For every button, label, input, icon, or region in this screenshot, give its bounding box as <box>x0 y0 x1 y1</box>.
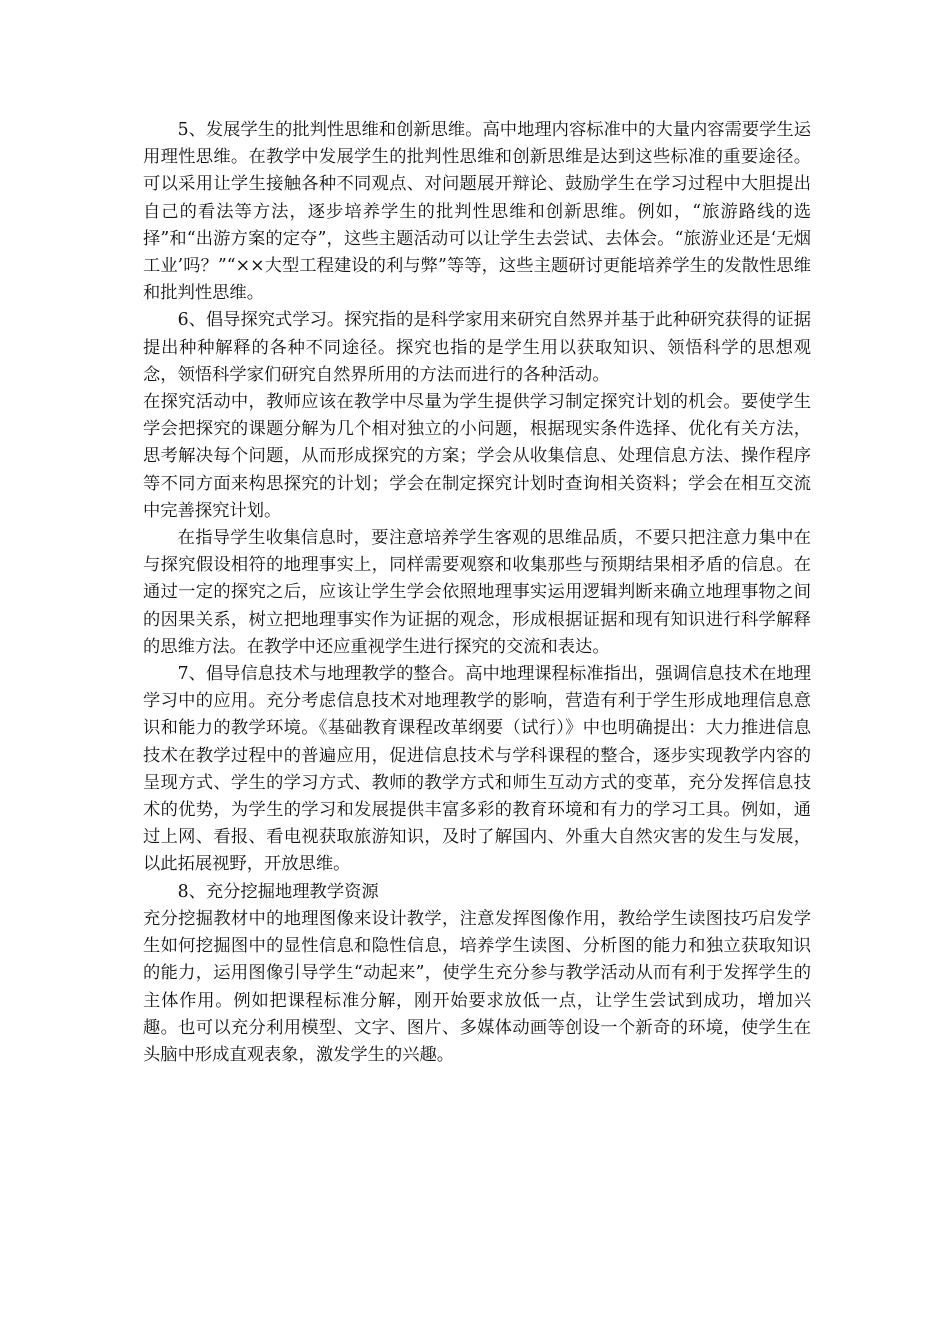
paragraph-resources-heading: 8、充分挖掘地理教学资源 <box>177 881 379 902</box>
paragraph-critical-thinking: 5、发展学生的批判性思维和创新思维。高中地理内容标准中的大量内容需要学生运用理性思维。在教学中发展学生的批判性思维和创新思维是达到这些标准的重要途径。可以采用让学生接触各种不同观点、对问题展开辩论、鼓励学生在学习过程中大胆提出自己的看法等方法，逐步培养学生的批判性思维和创新思维。例如，“旅游路线的选择”和“出游方案的定夺”，这些主题活动可以让学生去尝试、去体会。“旅游业还是‘无烟工业’吗？”“××大型工程建设的利与弊”等等，这些主题研讨更能培养学生的发散性思维和批判性思维。 <box>143 120 811 304</box>
paragraph-inquiry-learning: 6、倡导探究式学习。探究指的是科学家用来研究自然界并基于此种研究获得的证据提出种种解释的各种不同途径。探究也指的是学生用以获取知识、领悟科学的思想观念，领悟科学家们研究自然界所用的方法而进行的各种活动。 <box>143 310 811 385</box>
paragraph-inquiry-plan: 在探究活动中，教师应该在教学中尽量为学生提供学习制定探究计划的机会。要使学生学会把探究的课题分解为几个相对独立的小问题，根据现实条件选择、优化有关方法，思考解决每个问题，从而形成探究的方案；学会从收集信息、处理信息方法、操作程序等不同方面来构思探究的计划；学会在制定探究计划时查询相关资料；学会在相互交流中完善探究计划。 <box>143 392 811 521</box>
paragraph-resources-body: 充分挖掘教材中的地理图像来设计教学，注意发挥图像作用，教给学生读图技巧启发学生如何挖掘图中的显性信息和隐性信息，培养学生读图、分析图的能力和独立获取知识的能力，运用图像引导学生“动起来”，使学生充分参与教学活动从而有利于发挥学生的主体作用。例如把课程标准分解，刚开始要求放低一点，让学生尝试到成功，增加兴趣。也可以充分利用模型、文字、图片、多媒体动画等创设一个新奇的环境，使学生在头脑中形成直观表象，激发学生的兴趣。 <box>143 908 811 1065</box>
document-body <box>143 117 811 1069</box>
paragraph-information-collection: 在指导学生收集信息时，要注意培养学生客观的思维品质，不要只把注意力集中在与探究假设相符的地理事实上，同样需要观察和收集那些与预期结果相矛盾的信息。在通过一定的探究之后，应该让学生学会依照地理事实运用逻辑判断来确立地理事物之间的因果关系，树立把地理事实作为证据的观念，形成根据证据和现有知识进行科学解释的思维方法。在教学中还应重视学生进行探究的交流和表达。 <box>143 528 811 657</box>
paragraph-information-technology: 7、倡导信息技术与地理教学的整合。高中地理课程标准指出，强调信息技术在地理学习中的应用。充分考虑信息技术对地理教学的影响，营造有利于学生形成地理信息意识和能力的教学环境。《基础教育课程改革纲要（试行）》中也明确提出：大力推进信息技术在教学过程中的普遍应用，促进信息技术与学科课程的整合，逐步实现教学内容的呈现方式、学生的学习方式、教师的教学方式和师生互动方式的变革，充分发挥信息技术的优势，为学生的学习和发展提供丰富多彩的教育环境和有力的学习工具。例如，通过上网、看报、看电视获取旅游知识，及时了解国内、外重大自然灾害的发生与发展，以此拓展视野，开放思维。 <box>143 664 811 875</box>
